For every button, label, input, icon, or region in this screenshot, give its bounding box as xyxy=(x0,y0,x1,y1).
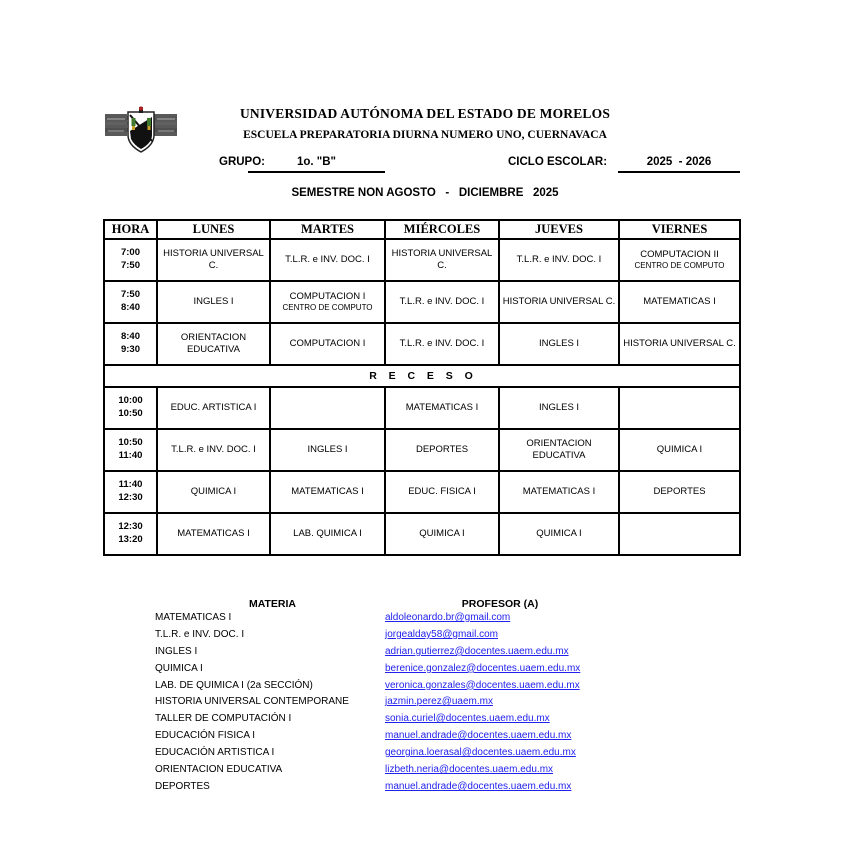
schedule-cell xyxy=(619,323,740,365)
schedule-cell xyxy=(499,387,619,429)
faculty-row xyxy=(155,762,695,779)
schedule-cell xyxy=(385,387,499,429)
schedule-cell xyxy=(157,513,270,555)
subject-name: QUIMICA I xyxy=(419,528,465,540)
time-value: 8:40 xyxy=(120,302,140,313)
schedule-cell xyxy=(157,323,270,365)
time-slot xyxy=(104,387,157,429)
subject-name: MATEMATICAS I xyxy=(643,296,716,308)
faculty-row xyxy=(155,728,695,745)
university-title: UNIVERSIDAD AUTÓNOMA DEL ESTADO DE MORELOS xyxy=(239,106,611,121)
column-header-hora: HORA xyxy=(104,220,157,239)
schedule-cell xyxy=(499,323,619,365)
schedule-cell xyxy=(270,471,385,513)
schedule-cell xyxy=(385,513,499,555)
professor-email-link[interactable]: manuel.andrade@docentes.uaem.edu.mx xyxy=(385,780,572,792)
column-header-lunes: LUNES xyxy=(157,220,270,239)
faculty-row xyxy=(155,711,695,728)
time-slot xyxy=(104,323,157,365)
faculty-row xyxy=(155,779,695,796)
time-value: 7:50 xyxy=(120,289,140,301)
schedule-cell xyxy=(499,281,619,323)
schedule-cell xyxy=(619,471,740,513)
grupo-value: 1o. "B" xyxy=(296,156,337,168)
subject-name: MATEMATICAS I xyxy=(522,486,596,498)
subject-name: HISTORIA UNIVERSAL C. xyxy=(391,248,493,271)
schedule-cell xyxy=(157,429,270,471)
subject-name: MATEMATICAS I xyxy=(177,528,250,540)
faculty-row xyxy=(155,627,695,644)
schedule-cell xyxy=(270,281,385,323)
time-slot xyxy=(104,513,157,555)
time-value: 12:30 xyxy=(118,492,143,503)
materia-label: QUIMICA I xyxy=(155,662,203,674)
time-value: 10:50 xyxy=(118,408,143,419)
time-slot xyxy=(104,281,157,323)
professor-email-link[interactable]: jorgealday58@gmail.com xyxy=(385,628,498,640)
schedule-cell xyxy=(157,387,270,429)
time-slot xyxy=(104,429,157,471)
schedule-cell xyxy=(270,513,385,555)
ciclo-escolar-underline xyxy=(618,171,740,173)
time-value: 7:00 xyxy=(120,247,140,259)
subject-name: DEPORTES xyxy=(415,444,469,456)
time-value: 8:40 xyxy=(120,331,140,343)
time-value: 10:00 xyxy=(118,395,143,407)
subject-name: HISTORIA UNIVERSAL C. xyxy=(163,248,264,271)
ciclo-escolar-value: 2025 - 2026 xyxy=(646,156,712,168)
schedule-cell xyxy=(385,323,499,365)
schedule-row xyxy=(104,471,740,513)
profesor-column-header: PROFESOR (A) xyxy=(461,598,539,610)
materia-label: T.L.R. e INV. DOC. I xyxy=(155,628,245,640)
time-slot xyxy=(104,239,157,281)
schedule-cell xyxy=(499,429,619,471)
professor-email-link[interactable]: manuel.andrade@docentes.uaem.edu.mx xyxy=(385,730,572,742)
subject-name: EDUC. FISICA I xyxy=(408,486,476,498)
time-value: 9:30 xyxy=(120,344,140,355)
column-header-miercoles: MIÉRCOLES xyxy=(385,220,499,239)
subject-name: QUIMICA I xyxy=(656,444,703,456)
subject-name: T.L.R. e INV. DOC. I xyxy=(516,254,602,266)
schedule-row xyxy=(104,323,740,365)
subject-name: QUIMICA I xyxy=(190,486,237,498)
school-subtitle: ESCUELA PREPARATORIA DIURNA NUMERO UNO, CUERNAVACA xyxy=(243,129,607,141)
column-header-martes: MARTES xyxy=(270,220,385,239)
schedule-row xyxy=(104,429,740,471)
professor-email-link[interactable]: adrian.gutierrez@docentes.uaem.edu.mx xyxy=(385,645,569,657)
schedule-cell xyxy=(270,429,385,471)
subject-name: ORIENTACION EDUCATIVA xyxy=(180,332,247,355)
subject-location: CENTRO DE COMPUTO xyxy=(282,303,373,313)
subject-name: T.L.R. e INV. DOC. I xyxy=(171,444,256,456)
faculty-row xyxy=(155,610,695,627)
subject-name: INGLES I xyxy=(193,296,234,308)
subject-name: EDUC. ARTISTICA I xyxy=(170,402,257,414)
schedule-cell xyxy=(499,239,619,281)
subject-name: COMPUTACION I xyxy=(289,291,366,303)
schedule-row xyxy=(104,513,740,555)
schedule-cell xyxy=(499,471,619,513)
time-value: 7:50 xyxy=(120,260,140,271)
subject-name: MATEMATICAS I xyxy=(405,402,479,414)
schedule-cell xyxy=(385,471,499,513)
materia-label: EDUCACIÓN ARTISTICA I xyxy=(155,747,275,759)
ciclo-escolar-label: CICLO ESCOLAR: xyxy=(508,156,608,168)
schedule-header-row xyxy=(104,220,740,239)
schedule-cell xyxy=(157,239,270,281)
semester-title: SEMESTRE NON AGOSTO - DICIEMBRE 2025 xyxy=(291,187,559,199)
schedule-row xyxy=(104,281,740,323)
professor-email-link[interactable]: veronica.gonzales@docentes.uaem.edu.mx xyxy=(385,679,580,691)
subject-name: MATEMATICAS I xyxy=(291,486,364,498)
subject-name: DEPORTES xyxy=(653,486,706,498)
materia-label: INGLES I xyxy=(155,645,198,657)
schedule-cell-empty xyxy=(619,387,740,429)
subject-name: HISTORIA UNIVERSAL C. xyxy=(502,296,616,308)
time-value: 10:50 xyxy=(118,437,143,449)
faculty-row xyxy=(155,694,695,711)
grupo-label: GRUPO: xyxy=(219,156,265,168)
schedule-cell-empty xyxy=(619,513,740,555)
receso-row xyxy=(104,365,740,387)
faculty-row xyxy=(155,678,695,695)
schedule-cell xyxy=(270,239,385,281)
materia-label: ORIENTACION EDUCATIVA xyxy=(155,764,283,776)
schedule-cell xyxy=(385,281,499,323)
schedule-cell xyxy=(385,239,499,281)
materia-label: MATEMATICAS I xyxy=(155,612,232,623)
subject-name: COMPUTACION I xyxy=(289,338,366,350)
column-header-viernes: VIERNES xyxy=(619,220,740,239)
professor-email-link[interactable]: jazmin.perez@uaem.mx xyxy=(385,696,493,708)
schedule-cell xyxy=(157,281,270,323)
materia-label: HISTORIA UNIVERSAL CONTEMPORANE xyxy=(155,696,349,708)
schedule-cell xyxy=(619,239,740,281)
subject-name: COMPUTACION II xyxy=(640,249,719,261)
professor-email-link[interactable]: sonia.curiel@docentes.uaem.edu.mx xyxy=(385,713,550,725)
subject-location: CENTRO DE COMPUTO xyxy=(634,261,725,271)
time-value: 11:40 xyxy=(118,479,143,491)
materia-label: TALLER DE COMPUTACIÓN I xyxy=(155,713,292,725)
grupo-underline xyxy=(248,171,385,173)
faculty-list xyxy=(155,610,695,796)
professor-email-link[interactable]: georgina.loerasal@docentes.uaem.edu.mx xyxy=(385,747,576,759)
time-value: 12:30 xyxy=(118,521,143,533)
schedule-cell-empty xyxy=(270,387,385,429)
schedule-cell xyxy=(619,281,740,323)
schedule-cell xyxy=(270,323,385,365)
schedule-cell xyxy=(385,429,499,471)
subject-name: ORIENTACION EDUCATIVA xyxy=(526,438,592,461)
faculty-row xyxy=(155,661,695,678)
subject-name: INGLES I xyxy=(307,444,348,456)
subject-name: QUIMICA I xyxy=(536,528,582,540)
schedule-table xyxy=(103,219,741,556)
receso-label: R E C E S O xyxy=(104,365,740,387)
subject-name: INGLES I xyxy=(538,338,580,350)
professor-email-link[interactable]: lizbeth.neria@docentes.uaem.edu.mx xyxy=(385,764,554,776)
faculty-row xyxy=(155,644,695,661)
materia-label: DEPORTES xyxy=(155,780,210,792)
faculty-row xyxy=(155,745,695,762)
subject-name: HISTORIA UNIVERSAL C. xyxy=(623,338,736,350)
professor-email-link[interactable]: berenice.gonzalez@docentes.uaem.edu.mx xyxy=(385,662,581,674)
schedule-cell xyxy=(619,429,740,471)
subject-name: T.L.R. e INV. DOC. I xyxy=(399,338,485,350)
subject-name: LAB. QUIMICA I xyxy=(293,528,362,540)
time-slot xyxy=(104,471,157,513)
time-value: 13:20 xyxy=(118,534,143,545)
professor-email-link[interactable]: aldoleonardo.br@gmail.com xyxy=(385,612,511,623)
subject-name: T.L.R. e INV. DOC. I xyxy=(399,296,485,308)
schedule-row xyxy=(104,387,740,429)
schedule-cell xyxy=(499,513,619,555)
schedule-cell xyxy=(157,471,270,513)
column-header-jueves: JUEVES xyxy=(499,220,619,239)
subject-name: INGLES I xyxy=(538,402,580,414)
subject-name: T.L.R. e INV. DOC. I xyxy=(285,254,370,266)
schedule-row xyxy=(104,239,740,281)
materia-label: LAB. DE QUIMICA I (2a SECCIÓN) xyxy=(155,679,313,691)
materia-column-header: MATERIA xyxy=(248,598,297,610)
materia-label: EDUCACIÓN FISICA I xyxy=(155,730,256,742)
time-value: 11:40 xyxy=(118,450,143,461)
